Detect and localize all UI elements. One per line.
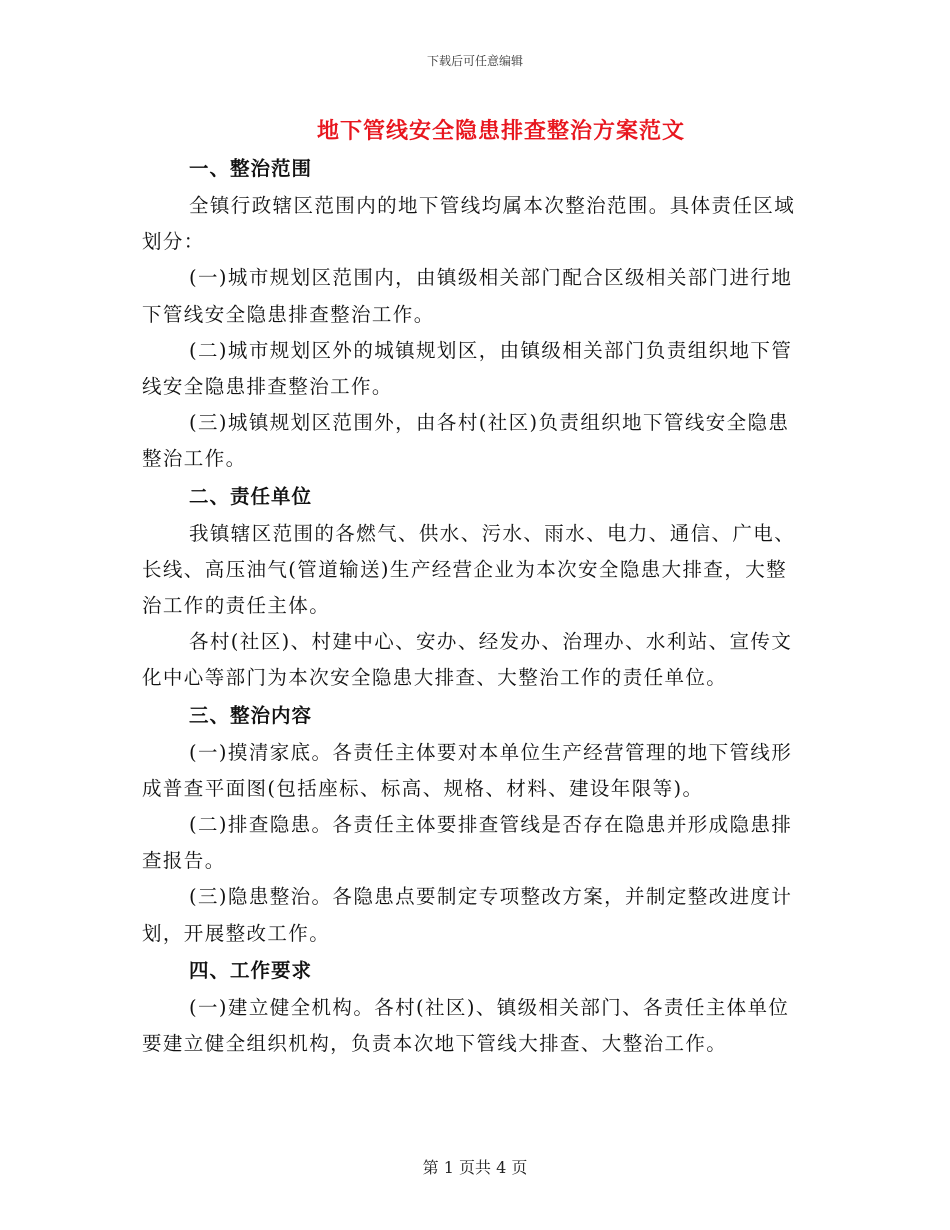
page-footer: 第 1 页共 4 页 bbox=[422, 1158, 528, 1177]
section-heading: 二、责任单位 bbox=[189, 484, 313, 508]
paragraph: 各村(社区)、村建中心、安办、经发办、治理办、水利站、宣传文化中心等部门为本次安全隐患大排查、大整治工作的责任单位。 bbox=[142, 630, 793, 690]
paragraph: (一)城市规划区范围内，由镇级相关部门配合区级相关部门进行地下管线安全隐患排查整治工作。 bbox=[142, 266, 793, 326]
paragraph: 我镇辖区范围的各燃气、供水、污水、雨水、电力、通信、广电、长线、高压油气(管道输送)生产经营企业为本次安全隐患大排查，大整治工作的责任主体。 bbox=[142, 521, 796, 618]
section-heading: 一、整治范围 bbox=[189, 157, 313, 180]
paragraph: (二)排查隐患。各责任主体要排查管线是否存在隐患并形成隐患排查报告。 bbox=[142, 813, 793, 873]
paragraph: 全镇行政辖区范围内的地下管线均属本次整治范围。具体责任区域划分： bbox=[142, 194, 796, 254]
paragraph: (三)隐患整治。各隐患点要制定专项整改方案，并制定整改进度计划，开展整改工作。 bbox=[142, 885, 793, 945]
section-heading: 四、工作要求 bbox=[189, 958, 313, 982]
header-note: 下载后可任意编辑 bbox=[426, 54, 523, 68]
paragraph: (二)城市规划区外的城镇规划区，由镇级相关部门负责组织地下管线安全隐患排查整治工作。 bbox=[142, 338, 793, 399]
paragraph: (三)城镇规划区范围外，由各村(社区)负责组织地下管线安全隐患整治工作。 bbox=[142, 411, 790, 471]
paragraph: (一)建立健全机构。各村(社区)、镇级相关部门、各责任主体单位要建立健全组织机构，负责本次地下管线大排查、大整治工作。 bbox=[142, 995, 790, 1056]
document-body bbox=[142, 150, 807, 1062]
document-title: 地下管线安全隐患排查整治方案范文 bbox=[316, 118, 685, 144]
section-heading: 三、整治内容 bbox=[189, 703, 313, 727]
paragraph: (一)摸清家底。各责任主体要对本单位生产经营管理的地下管线形成普查平面图(包括座标、标高、规格、材料、建设年限等)。 bbox=[142, 740, 793, 800]
